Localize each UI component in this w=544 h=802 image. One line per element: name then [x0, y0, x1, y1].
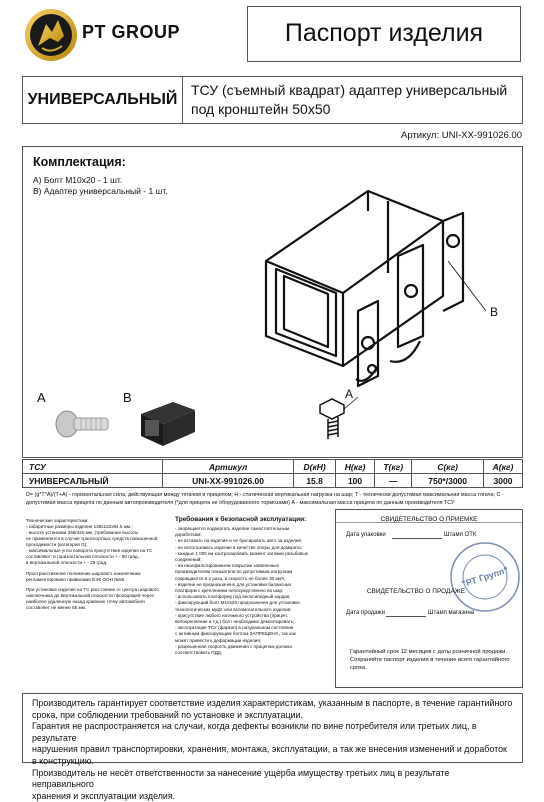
packing-date-label: Дата упаковки	[346, 532, 386, 538]
safety-line: - изделие не предназначено для установки балансных	[175, 581, 292, 587]
kit-items	[33, 175, 168, 196]
warranty-line-1: Гарантийный срок 12 месяцев с даты розничной продажи.	[350, 649, 507, 655]
sale-date-label: Дата продажи	[346, 610, 385, 616]
table-header: H(кг)	[336, 460, 375, 474]
footer-line: срока, при соблюдении требований по установке и эксплуатации.	[32, 709, 303, 720]
safety-line: - не использовать изделие в качестве опоры для домкрата;	[175, 544, 303, 550]
safety-line: - фиксирующий болт М10х20 предназначен для установки	[175, 600, 300, 606]
description-line-2: под кронштейн 50х50	[191, 101, 331, 117]
safety-line: - не вставать на изделие и не буксировать авто за изделие;	[175, 538, 303, 544]
safety-line: велокрепление и т.д.) болт необходимо демонтировать;	[175, 619, 295, 625]
tech-spec-line: При установке изделия на ТС расстояние от центра шарового	[26, 587, 159, 593]
safety-title: Требования к безопасной эксплуатации:	[175, 516, 307, 523]
table-header: Артикул	[163, 460, 294, 474]
page-title: Паспорт изделия	[284, 19, 484, 47]
table-cell: —	[375, 474, 412, 488]
safety-line: соединений;	[175, 557, 202, 563]
safety-requirements	[175, 526, 335, 656]
warranty-line-2: Сохраняйте паспорт изделия в течение всего гарантийного срока.	[350, 657, 510, 671]
safety-line: с активным фиксирующим болтом ЗАПРЕЩЕНА, так как	[175, 631, 296, 637]
footer-line: в конструкцию.	[32, 755, 94, 766]
kit-title: Комплектация:	[33, 155, 126, 169]
safety-line: производителем показатели по допустимым нагрузкам	[175, 569, 293, 575]
warranty-footer	[22, 693, 523, 801]
table-cell: 100	[336, 474, 375, 488]
divider	[336, 522, 522, 523]
bolt-icon	[49, 398, 115, 446]
safety-line: - разрешенная скорость движения с прицепом должна	[175, 643, 292, 649]
table-header: D(кН)	[294, 460, 336, 474]
label-a: A	[345, 387, 354, 401]
product-type: УНИВЕРСАЛЬНЫЙ	[27, 91, 178, 108]
bolt-photo	[33, 390, 119, 450]
adapter-drawing-icon	[248, 161, 488, 446]
tech-spec-line: наиболее удаленную назад крайнюю точку автомобиля	[26, 599, 145, 605]
footer-line: хранения и эксплуатации изделия.	[32, 790, 176, 801]
product-type-box	[22, 76, 183, 124]
table-legend: D= (g*T*A)/(T+A) - горизонтальная сила, действующая между тягачом и прицепом; H - статическая вертикальная нагрузка на шар; T - технически допустимая максимальная масса тягача; C - допустимая масса прицепа по данным автопроизводителя (*для прицепа не оборудованного тормозами) A - максимальная масса прицепа по данным производителя ТСУ	[26, 492, 504, 506]
article-number: Артикул: UNI-XX-991026.00	[401, 130, 522, 141]
kit-panel	[22, 146, 523, 458]
table-header: A(кг)	[483, 460, 522, 474]
certificate-box	[335, 509, 523, 688]
stamp-text: "РТ Групп"	[460, 564, 510, 590]
safety-line: - на неасфальтированном покрытии заявленные	[175, 563, 280, 569]
table-header: C(кг)	[412, 460, 484, 474]
tech-spec-line: - габаритные размеры изделия 138х122х94.5 мм.;	[26, 524, 133, 529]
title-box	[247, 6, 521, 62]
packing-date-line	[392, 538, 442, 539]
safety-line: платформ с креплением непосредственно на шар;	[175, 588, 284, 594]
tech-spec-line: Технические характеристики:	[26, 518, 89, 523]
thumb-label-b: B	[123, 390, 132, 405]
footer-line: нарушения правил транспортировки, хранения, монтажа, эксплуатации, а так же внесения изменений и доработок	[32, 744, 507, 755]
adapter-thumb-icon	[133, 394, 203, 448]
footer-line: Гарантия не распространяется на случаи, когда дефекты возникли по вине потребителя или третьих лиц, в результате	[32, 721, 477, 743]
safety-line: технологических муфт или вспомогательного изделия;	[175, 606, 292, 612]
tech-spec-line: не применяется в случае транспортных средств повышенной	[26, 536, 158, 541]
tech-spec-line: Пространственное положение шарового наконечника	[26, 570, 141, 576]
table-header: T(кг)	[375, 460, 412, 474]
kit-item: А) Болт М10х20 - 1 шт.	[33, 175, 123, 185]
table-cell: UNI-XX-991026.00	[163, 474, 294, 488]
product-description	[183, 76, 523, 124]
table-row	[23, 460, 523, 474]
safety-line: - запрещается подвергать изделие самостоятельным	[175, 526, 290, 531]
safety-line: - присутствие любого натяжного устройства (прицеп,	[175, 612, 289, 618]
adapter-photo	[119, 390, 205, 450]
otk-stamp-label: Штамп ОТК	[444, 532, 477, 538]
tech-spec-line: регламентировано правилами ЕЭК ООН №55.	[26, 576, 126, 582]
thumb-label-a: A	[37, 390, 46, 405]
table-cell: 750*/3000	[412, 474, 484, 488]
table-cell: 15.8	[294, 474, 336, 488]
safety-line: - использовать платформу под велосипедный кардан;	[175, 594, 291, 600]
sale-date-line	[386, 616, 426, 617]
table-name-cell: ТСУ	[23, 460, 163, 474]
tech-spec-line: проходимости (категория G);	[26, 542, 88, 547]
tech-spec-line: составляют: в горизонтальной плоскости + - 60 град.,	[26, 554, 141, 559]
label-b: B	[490, 305, 499, 319]
brand-name: PT GROUP	[82, 22, 181, 42]
table-row	[23, 474, 523, 488]
safety-line: - эксплуатация ТСУ (фаркоп) в натуральном состоянии	[175, 625, 294, 631]
safety-line: - каждые 1 000 км контролировать момент затяжки резьбовых	[175, 550, 308, 556]
safety-line: соответствовать ПДД.	[175, 650, 223, 656]
tech-spec-line: в вертикальной плоскости + - 25 град.	[26, 560, 108, 565]
tech-spec-line: - высота установки 358/420 мм. (требование высоты	[26, 530, 139, 535]
footer-line: Производитель не несёт ответственности за нанесение ущерба имуществу третьих лиц в результате неправильного	[32, 767, 450, 790]
table-name-cell: УНИВЕРСАЛЬНЫЙ	[23, 474, 163, 488]
table-cell: 3000	[483, 474, 522, 488]
tech-spec-line: - максимальные углы поворота присутствия изделия на ТС	[26, 548, 153, 553]
kit-item: В) Адаптер универсальный - 1 шт.	[33, 185, 168, 196]
spec-table	[22, 459, 523, 488]
shop-stamp-label: Штамп магазина	[428, 610, 475, 616]
safety-line: доработкам;	[175, 532, 202, 538]
sale-title: СВИДЕТЕЛЬСТВО О ПРОДАЖЕ	[366, 588, 466, 595]
tech-spec-line: составляет не менее 65 мм.	[26, 605, 87, 611]
safety-line: может привести к деформации изделия;	[175, 637, 262, 643]
description-line-1: ТСУ (съемный квадрат) адаптер универсальный	[191, 82, 508, 98]
footer-line: Производитель гарантирует соответствие изделия характеристикам, указанным в паспорте, в течение гарантийного	[32, 698, 513, 708]
safety-line: сокращаются в 2 раза, а скорость не более 30 км/ч;	[175, 575, 286, 581]
warranty-text	[350, 648, 522, 672]
tech-specs	[26, 518, 172, 611]
acceptance-title: СВИДЕТЕЛЬСТВО О ПРИЕМКЕ	[380, 516, 478, 523]
company-stamp-icon	[448, 540, 522, 614]
tech-spec-line: наконечника до вертикальной плоскости проходящей через	[26, 593, 154, 599]
